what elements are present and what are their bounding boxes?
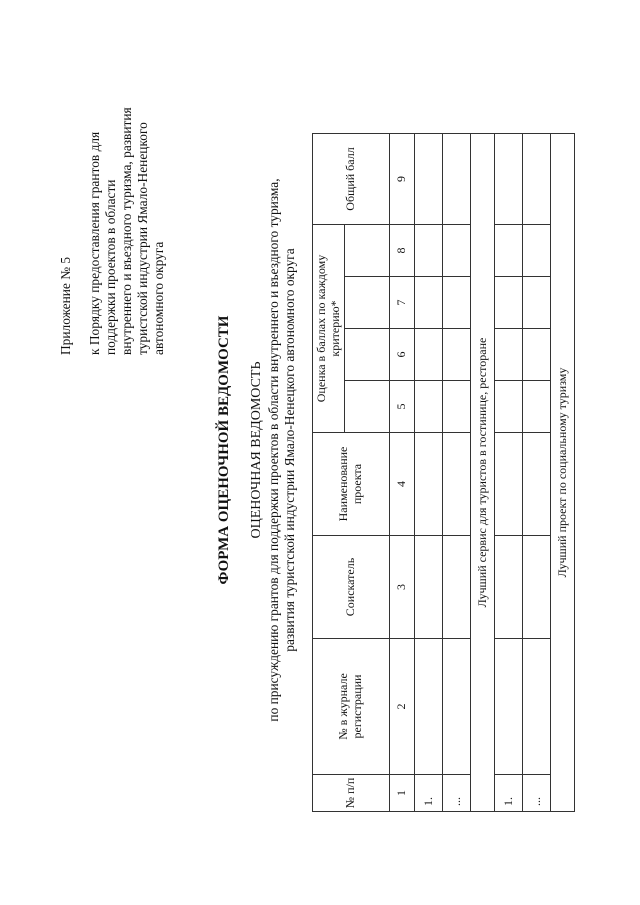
table-cell (523, 225, 551, 277)
table-cell (443, 329, 471, 381)
column-numbers-row (390, 134, 415, 812)
table-cell (495, 134, 523, 225)
table-cell (415, 536, 443, 639)
table-row (415, 134, 443, 812)
column-number: 5 (390, 381, 415, 433)
section-row (471, 134, 495, 812)
appendix-number: Приложение № 5 (58, 256, 73, 355)
section-row (551, 134, 575, 812)
appendix-line: внутреннего и въездного туризма, развития (119, 107, 135, 355)
table-cell (495, 329, 523, 381)
form-description-line: развития туристской индустрии Ямало-Ненецкого автономного округа (282, 248, 298, 652)
form-titles (216, 55, 298, 845)
evaluation-table (312, 133, 575, 812)
table-cell (495, 225, 523, 277)
table-cell (443, 381, 471, 433)
row-number: 1. (495, 775, 523, 812)
table-row (443, 134, 471, 812)
table-cell (443, 134, 471, 225)
table-cell (415, 381, 443, 433)
row-number: 1. (415, 775, 443, 812)
table-row (495, 134, 523, 812)
row-number: ... (443, 775, 471, 812)
table-cell (523, 381, 551, 433)
table-cell (443, 277, 471, 329)
table-cell (415, 329, 443, 381)
table-cell (443, 639, 471, 775)
column-number: 8 (390, 225, 415, 277)
header-journal: № в журнале регистрации (313, 639, 390, 775)
appendix-line: автономного округа (151, 241, 167, 355)
table-cell (495, 277, 523, 329)
table-cell (523, 536, 551, 639)
column-number: 9 (390, 134, 415, 225)
column-number: 3 (390, 536, 415, 639)
table-cell (495, 639, 523, 775)
table-cell (415, 225, 443, 277)
table-cell (415, 639, 443, 775)
column-number: 6 (390, 329, 415, 381)
table-cell (523, 639, 551, 775)
header-num: № п/п (313, 775, 390, 812)
column-number: 2 (390, 639, 415, 775)
criteria-empty-cell (345, 277, 390, 329)
section-title: Лучший проект по социальному туризму (551, 134, 575, 812)
appendix-line: к Порядку предоставления грантов для (87, 131, 103, 355)
table-cell (495, 381, 523, 433)
form-subtitle: ОЦЕНОЧНАЯ ВЕДОМОСТЬ (249, 361, 264, 539)
criteria-empty-cell (345, 329, 390, 381)
header-criteria: Оценка в баллах по каждому критерию* (313, 225, 345, 433)
table-cell (495, 433, 523, 536)
criteria-empty-cell (345, 225, 390, 277)
table-cell (523, 134, 551, 225)
header-total: Общий балл (313, 134, 390, 225)
section-title: Лучший сервис для туристов в гостинице, ресторане (471, 134, 495, 812)
table-row (523, 134, 551, 812)
form-description-line: по присуждению грантов для поддержки проектов в области внутреннего и въездного туризма, (266, 178, 281, 722)
column-number: 7 (390, 277, 415, 329)
table-cell (415, 277, 443, 329)
appendix-block (58, 15, 167, 355)
table-cell (443, 433, 471, 536)
column-number: 4 (390, 433, 415, 536)
table-cell (495, 536, 523, 639)
table-cell (523, 329, 551, 381)
column-number: 1 (390, 775, 415, 812)
appendix-line: туристской индустрии Ямало-Ненецкого (135, 122, 151, 355)
appendix-line: поддержки проектов в области (103, 179, 119, 355)
table-cell (523, 433, 551, 536)
form-title: ФОРМА ОЦЕНОЧНОЙ ВЕДОМОСТИ (216, 315, 232, 585)
table-cell (443, 536, 471, 639)
table-header-row (313, 134, 345, 812)
table-cell (523, 277, 551, 329)
criteria-empty-cell (345, 381, 390, 433)
header-applicant: Соискатель (313, 536, 390, 639)
header-project: Наименование проекта (313, 433, 390, 536)
table-cell (415, 134, 443, 225)
table-cell (443, 225, 471, 277)
table-cell (415, 433, 443, 536)
row-number: ... (523, 775, 551, 812)
